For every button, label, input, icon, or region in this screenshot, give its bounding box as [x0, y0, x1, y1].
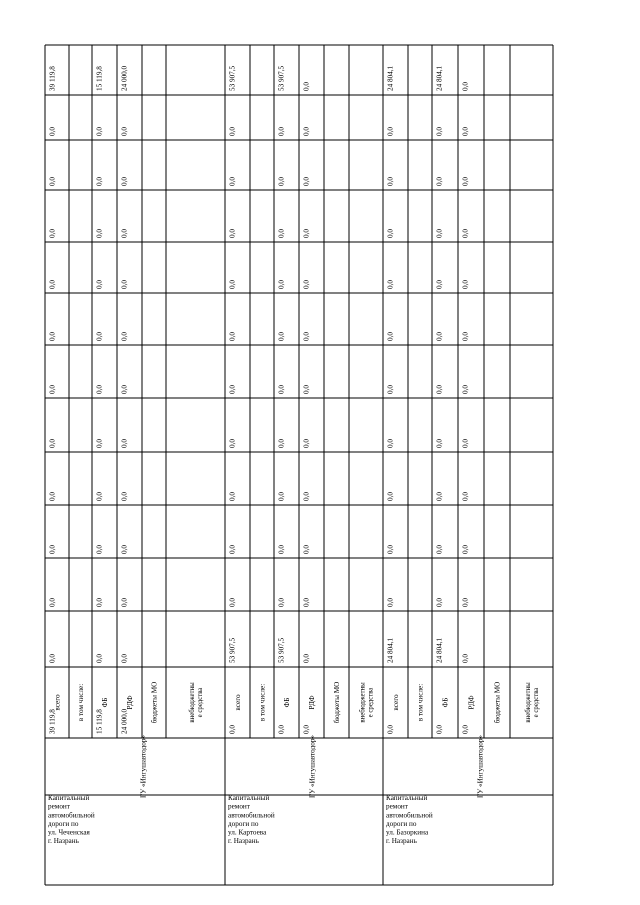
cell-value: [229, 725, 237, 734]
row-label-line: всего: [392, 694, 401, 711]
cell-value-line: 0,0: [95, 492, 104, 501]
cell-value-line: 0,0: [302, 725, 311, 734]
cell-value: [229, 545, 237, 554]
cell-value-line: 0,0: [435, 545, 444, 554]
cell-value-line: 0,0: [435, 385, 444, 394]
cell-value: [121, 229, 129, 238]
row-label: [259, 684, 267, 721]
object-description: Капитальный: [48, 794, 90, 802]
row-label: [308, 695, 316, 709]
cell-value: [303, 439, 311, 448]
cell-value-line: 0,0: [302, 177, 311, 186]
object-description: г. Назрань: [228, 837, 259, 846]
cell-value-line: 0,0: [120, 654, 129, 663]
cell-value-line: 24 804,1: [386, 637, 395, 663]
cell-value-line: 0,0: [386, 177, 395, 186]
cell-value: [303, 492, 311, 501]
cell-value: [303, 280, 311, 289]
cell-value: [436, 439, 444, 448]
cell-value: [462, 654, 470, 663]
row-label: [101, 698, 109, 708]
cell-value-line: 0,0: [386, 598, 395, 607]
cell-value: [96, 177, 104, 186]
cell-value-line: 0,0: [435, 492, 444, 501]
cell-value: [303, 725, 311, 734]
cell-value-line: 0,0: [95, 385, 104, 394]
object-description: дороги по: [386, 819, 417, 828]
object-description: г. Назрань: [48, 837, 79, 846]
cell-value-line: 0,0: [302, 439, 311, 448]
cell-value: [96, 709, 104, 734]
cell-value: [229, 439, 237, 448]
row-label: [126, 695, 134, 709]
cell-value: [462, 332, 470, 341]
cell-value: [229, 637, 237, 663]
row-label-line: в том числе:: [77, 683, 86, 722]
cell-value: [436, 637, 444, 663]
cell-value-line: 0,0: [95, 177, 104, 186]
object-description: автомобильной: [228, 811, 275, 820]
cell-value-line: 0,0: [435, 439, 444, 448]
cell-value-line: 0,0: [386, 725, 395, 734]
row-label: [54, 694, 62, 711]
cell-value-line: 0,0: [302, 385, 311, 394]
cell-value-line: 0,0: [228, 127, 237, 136]
cell-value-line: 0,0: [120, 545, 129, 554]
cell-value-line: 0,0: [95, 654, 104, 663]
cell-value-line: 15 119,8: [95, 66, 104, 91]
executor-label-line: ГУ «Ингушавтодор»: [139, 734, 148, 799]
object-description: ремонт: [386, 802, 408, 811]
cell-value-line: 0,0: [277, 545, 286, 554]
cell-value: [462, 492, 470, 501]
cell-value-line: 0,0: [302, 598, 311, 607]
cell-value: [229, 492, 237, 501]
row-label-line: ФБ: [283, 697, 292, 708]
cell-value: [229, 598, 237, 607]
cell-value-line: 0,0: [48, 439, 57, 448]
cell-value-line: 0,0: [277, 177, 286, 186]
cell-value: [278, 598, 286, 607]
cell-value: [303, 654, 311, 663]
cell-value: [49, 439, 57, 448]
cell-value-line: 0,0: [95, 127, 104, 136]
cell-value: [387, 439, 395, 448]
cell-value: [436, 492, 444, 501]
cell-value: [387, 637, 395, 663]
row-label-line: ФБ: [441, 697, 450, 708]
executor-label-line: ГУ «Ингушавтодор»: [476, 734, 485, 799]
executor-label: [477, 735, 485, 798]
cell-value: [436, 229, 444, 238]
executor-label: [309, 735, 317, 798]
cell-value-line: 0,0: [461, 229, 470, 238]
row-label-line: внебюджетны: [188, 682, 196, 723]
object-description: ул. Картоева: [228, 828, 267, 837]
cell-value-line: 0,0: [277, 280, 286, 289]
cell-value: [121, 332, 129, 341]
cell-value: [49, 492, 57, 501]
cell-value-line: 0,0: [48, 332, 57, 341]
cell-value: [303, 127, 311, 136]
cell-value-line: 0,0: [461, 598, 470, 607]
cell-value-line: 24 000,0: [120, 708, 129, 734]
cell-value: [96, 654, 104, 663]
cell-value: [303, 229, 311, 238]
cell-value-line: 0,0: [461, 177, 470, 186]
cell-value-line: 0,0: [95, 439, 104, 448]
cell-value: [436, 545, 444, 554]
cell-value: [436, 385, 444, 394]
cell-value-line: 0,0: [48, 598, 57, 607]
cell-value: [462, 545, 470, 554]
cell-value-line: 53 907,5: [277, 637, 286, 663]
row-label-line: бюджеты МО: [493, 681, 502, 724]
cell-value: [278, 637, 286, 663]
row-label-line: в том числе:: [258, 683, 267, 722]
cell-value-line: 0,0: [120, 439, 129, 448]
cell-value: [462, 177, 470, 186]
cell-value: [96, 439, 104, 448]
cell-value: [303, 598, 311, 607]
cell-value: [96, 545, 104, 554]
cell-value-line: 0,0: [386, 439, 395, 448]
cell-value: [278, 332, 286, 341]
cell-value: [436, 65, 444, 91]
row-label: [151, 682, 159, 724]
cell-value-line: 0,0: [228, 545, 237, 554]
row-label-line: е средства: [367, 687, 375, 718]
cell-value-line: 0,0: [302, 229, 311, 238]
cell-value: [462, 725, 470, 734]
row-label: [392, 694, 400, 711]
cell-value: [121, 177, 129, 186]
cell-value-line: 0,0: [95, 545, 104, 554]
cell-value: [387, 598, 395, 607]
cell-value: [49, 66, 57, 91]
executor-label-line: ГУ «Ингушавтодор»: [308, 734, 317, 799]
cell-value-line: 24 804,1: [435, 637, 444, 663]
cell-value-line: 0,0: [277, 439, 286, 448]
row-label-line: внебюджетны: [524, 682, 532, 723]
cell-value-line: 0,0: [302, 492, 311, 501]
cell-value: [229, 229, 237, 238]
row-label-line: внебюджетны: [359, 682, 367, 723]
cell-value-line: 53 907,5: [228, 65, 237, 91]
cell-value-line: 0,0: [277, 127, 286, 136]
cell-value-line: 0,0: [120, 385, 129, 394]
cell-value: [49, 385, 57, 394]
cell-value-line: 0,0: [120, 177, 129, 186]
cell-value: [121, 385, 129, 394]
cell-value-line: 0,0: [228, 439, 237, 448]
cell-value: [278, 127, 286, 136]
cell-value-line: 39 119,8: [48, 709, 57, 734]
cell-value: [462, 280, 470, 289]
cell-value: [49, 654, 57, 663]
row-label-line: ФБ: [101, 697, 110, 708]
cell-value-line: 0,0: [461, 492, 470, 501]
row-label-line: е средства: [532, 687, 540, 718]
cell-value-line: 0,0: [228, 280, 237, 289]
row-label-line: в том числе:: [416, 683, 425, 722]
cell-value-line: 0,0: [277, 229, 286, 238]
row-label-line: е средства: [196, 687, 204, 718]
cell-value: [229, 280, 237, 289]
cell-value-line: 0,0: [302, 82, 311, 91]
cell-value-line: 0,0: [48, 229, 57, 238]
row-label: [525, 682, 540, 723]
cell-value-line: 0,0: [302, 280, 311, 289]
cell-value-line: 0,0: [386, 280, 395, 289]
cell-value: [96, 492, 104, 501]
cell-value: [387, 177, 395, 186]
cell-value-line: 24 000,0: [120, 65, 129, 91]
row-label: [333, 682, 341, 724]
cell-value-line: 0,0: [48, 385, 57, 394]
cell-value-line: 0,0: [435, 177, 444, 186]
cell-value-line: 0,0: [461, 82, 470, 91]
cell-value: [436, 280, 444, 289]
cell-value-line: 24 804,1: [386, 65, 395, 91]
cell-value: [49, 229, 57, 238]
cell-value-line: 0,0: [228, 229, 237, 238]
object-description: дороги по: [48, 819, 79, 828]
row-label: [494, 682, 502, 724]
cell-value: [387, 229, 395, 238]
cell-value: [121, 65, 129, 91]
cell-value: [96, 127, 104, 136]
cell-value-line: 53 907,5: [228, 637, 237, 663]
cell-value: [387, 65, 395, 91]
cell-value-line: 0,0: [302, 127, 311, 136]
row-label-line: всего: [234, 694, 243, 711]
row-label: [442, 698, 450, 708]
cell-value-line: 0,0: [277, 385, 286, 394]
row-label: [189, 682, 204, 723]
cell-value: [278, 385, 286, 394]
cell-value: [303, 332, 311, 341]
cell-value-line: 0,0: [120, 492, 129, 501]
object-description: ул. Чеченская: [48, 828, 90, 837]
cell-value-line: 0,0: [95, 280, 104, 289]
table-content: [48, 65, 540, 845]
cell-value: [49, 127, 57, 136]
cell-value-line: 0,0: [435, 598, 444, 607]
cell-value: [436, 177, 444, 186]
row-label: [283, 698, 291, 708]
cell-value: [278, 492, 286, 501]
cell-value: [278, 439, 286, 448]
cell-value: [303, 545, 311, 554]
cell-value: [121, 654, 129, 663]
cell-value: [96, 229, 104, 238]
cell-value-line: 39 119,8: [48, 66, 57, 91]
cell-value: [49, 545, 57, 554]
object-description: ремонт: [48, 802, 70, 811]
cell-value-line: 0,0: [386, 332, 395, 341]
cell-value-line: 0,0: [461, 127, 470, 136]
cell-value-line: 0,0: [461, 332, 470, 341]
cell-value-line: 0,0: [228, 598, 237, 607]
row-label: [468, 695, 476, 709]
cell-value-line: 0,0: [461, 654, 470, 663]
cell-value-line: 0,0: [461, 439, 470, 448]
cell-value: [278, 725, 286, 734]
cell-value-line: 0,0: [48, 545, 57, 554]
cell-value: [96, 385, 104, 394]
cell-value: [462, 439, 470, 448]
cell-value: [49, 280, 57, 289]
cell-value: [49, 709, 57, 734]
cell-value-line: 0,0: [277, 725, 286, 734]
object-description: дороги по: [228, 819, 259, 828]
cell-value: [121, 280, 129, 289]
cell-value-line: 0,0: [120, 229, 129, 238]
cell-value: [229, 65, 237, 91]
cell-value: [96, 280, 104, 289]
cell-value: [49, 332, 57, 341]
cell-value: [121, 492, 129, 501]
cell-value-line: 0,0: [386, 545, 395, 554]
cell-value: [49, 598, 57, 607]
cell-value-line: 0,0: [120, 280, 129, 289]
cell-value: [462, 82, 470, 91]
object-description: ремонт: [228, 802, 250, 811]
cell-value: [387, 492, 395, 501]
row-label: [77, 684, 85, 721]
cell-value: [229, 332, 237, 341]
cell-value: [436, 127, 444, 136]
cell-value: [278, 280, 286, 289]
cell-value-line: 0,0: [95, 598, 104, 607]
row-label-line: РДФ: [467, 695, 476, 710]
cell-value: [229, 385, 237, 394]
cell-value: [229, 127, 237, 136]
cell-value-line: 0,0: [435, 280, 444, 289]
cell-value-line: 0,0: [386, 229, 395, 238]
cell-value-line: 0,0: [386, 492, 395, 501]
cell-value: [387, 127, 395, 136]
cell-value-line: 24 804,1: [435, 65, 444, 91]
cell-value: [387, 725, 395, 734]
cell-value: [436, 598, 444, 607]
cell-value: [462, 127, 470, 136]
cell-value: [436, 725, 444, 734]
cell-value: [303, 82, 311, 91]
cell-value: [121, 439, 129, 448]
cell-value: [96, 598, 104, 607]
cell-value-line: 0,0: [302, 332, 311, 341]
cell-value-line: 0,0: [120, 127, 129, 136]
cell-value-line: 0,0: [228, 177, 237, 186]
row-label-line: РДФ: [126, 695, 135, 710]
cell-value: [387, 332, 395, 341]
executor-label: [140, 735, 148, 798]
cell-value-line: 0,0: [48, 492, 57, 501]
cell-value-line: 0,0: [228, 385, 237, 394]
cell-value-line: 0,0: [228, 492, 237, 501]
cell-value: [278, 545, 286, 554]
cell-value-line: 0,0: [277, 492, 286, 501]
cell-value-line: 0,0: [228, 332, 237, 341]
object-description: Капитальный: [228, 794, 270, 802]
cell-value-line: 0,0: [435, 127, 444, 136]
cell-value: [387, 545, 395, 554]
cell-value: [121, 708, 129, 734]
cell-value-line: 0,0: [435, 229, 444, 238]
cell-value-line: 0,0: [277, 598, 286, 607]
cell-value-line: 0,0: [461, 280, 470, 289]
cell-value-line: 0,0: [435, 725, 444, 734]
row-label-line: РДФ: [308, 695, 317, 710]
cell-value: [96, 66, 104, 91]
cell-value-line: 0,0: [120, 332, 129, 341]
cell-value: [387, 385, 395, 394]
row-label: [417, 684, 425, 721]
object-description: ул. Базоркина: [386, 828, 429, 837]
cell-value-line: 0,0: [48, 280, 57, 289]
cell-value: [462, 598, 470, 607]
cell-value: [303, 177, 311, 186]
row-label-line: всего: [53, 694, 62, 711]
cell-value: [387, 280, 395, 289]
cell-value: [49, 177, 57, 186]
cell-value: [121, 127, 129, 136]
cell-value-line: 15 119,8: [95, 709, 104, 734]
cell-value: [121, 545, 129, 554]
cell-value-line: 0,0: [120, 598, 129, 607]
cell-value-line: 0,0: [302, 545, 311, 554]
cell-value-line: 0,0: [302, 654, 311, 663]
cell-value: [278, 65, 286, 91]
cell-value: [278, 229, 286, 238]
cell-value-line: 0,0: [95, 229, 104, 238]
cell-value-line: 0,0: [461, 545, 470, 554]
cell-value-line: 0,0: [386, 127, 395, 136]
cell-value: [462, 229, 470, 238]
row-label-line: бюджеты МО: [333, 681, 342, 724]
cell-value-line: 0,0: [48, 127, 57, 136]
cell-value-line: 0,0: [95, 332, 104, 341]
row-label: [359, 682, 374, 723]
cell-value: [462, 385, 470, 394]
cell-value: [436, 332, 444, 341]
cell-value: [303, 385, 311, 394]
row-label-line: бюджеты МО: [150, 681, 159, 724]
cell-value-line: 0,0: [461, 385, 470, 394]
cell-value-line: 0,0: [386, 385, 395, 394]
cell-value-line: 53 907,5: [277, 65, 286, 91]
cell-value: [229, 177, 237, 186]
row-label: [234, 694, 242, 711]
cell-value-line: 0,0: [228, 725, 237, 734]
cell-value-line: 0,0: [48, 177, 57, 186]
cell-value-line: 0,0: [277, 332, 286, 341]
cell-value-line: 0,0: [48, 654, 57, 663]
cell-value-line: 0,0: [461, 725, 470, 734]
cell-value: [96, 332, 104, 341]
object-description: автомобильной: [48, 811, 95, 820]
object-description: г. Назрань: [386, 837, 417, 846]
cell-value: [121, 598, 129, 607]
cell-value: [278, 177, 286, 186]
object-description: Капитальный: [386, 794, 428, 802]
object-description: автомобильной: [386, 811, 433, 820]
cell-value-line: 0,0: [435, 332, 444, 341]
